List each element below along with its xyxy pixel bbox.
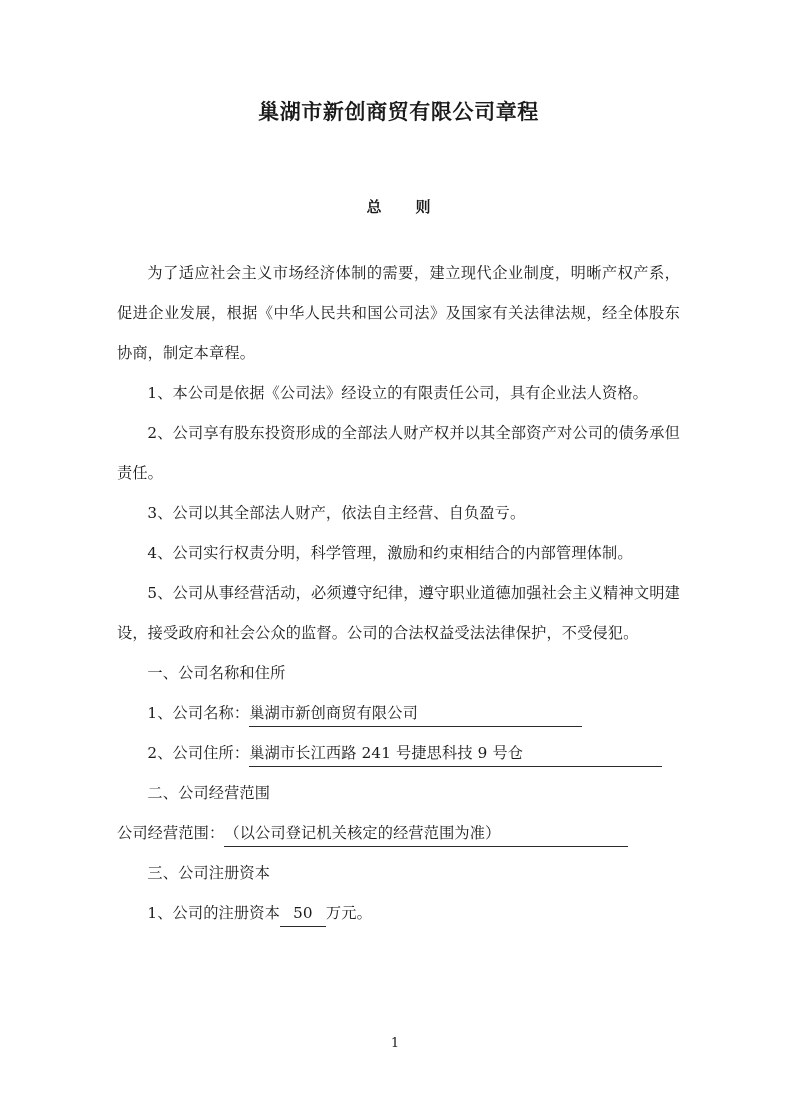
general-item-4: 4、公司实行权责分明，科学管理，激励和约束相结合的内部管理体制。	[147, 544, 633, 562]
section-heading-char-right: 则	[415, 198, 431, 216]
field-registered-capital-label-before: 1、公司的注册资本	[147, 904, 280, 922]
field-registered-capital	[117, 893, 680, 933]
document-content	[117, 0, 680, 933]
general-item-2: 2、公司享有股东投资形成的全部法人财产权并以其全部资产对公司的债务承但责任。	[117, 424, 680, 482]
field-registered-capital-label-after: 万元。	[325, 904, 372, 922]
general-item-1: 1、本公司是依据《公司法》经设立的有限责任公司，具有企业法人资格。	[147, 384, 649, 402]
field-company-address-label: 2、公司住所：	[147, 744, 250, 762]
field-registered-capital-value[interactable]: 50	[280, 900, 326, 927]
general-item-3: 3、公司以其全部法人财产，依法自主经营、自负盈亏。	[147, 504, 526, 522]
field-business-scope-value[interactable]: （以公司登记机关核定的经营范围为准）	[224, 820, 628, 847]
section-heading-company-name-address: 一、公司名称和住所	[147, 664, 286, 682]
field-company-name-label: 1、公司名称：	[147, 704, 250, 722]
field-company-name-value[interactable]: 巢湖市新创商贸有限公司	[249, 700, 582, 727]
page-number: 1	[390, 1036, 400, 1051]
field-company-address-value[interactable]: 巢湖市长江西路 241 号捷思科技 9 号仓	[249, 740, 662, 767]
section-heading-char-left: 总	[366, 198, 382, 216]
general-item-5: 5、公司从事经营活动，必须遵守纪律，遵守职业道德加强社会主义精神文明建设，接受政府和社会公众的监督。公司的合法权益受法法律保护，不受侵犯。	[117, 584, 680, 642]
preamble-paragraph: 为了适应社会主义市场经济体制的需要，建立现代企业制度，明晰产权产系，促进企业发展，根据《中华人民共和国公司法》及国家有关法律法规，经全体股东协商，制定本章程。	[117, 264, 680, 362]
section-heading-registered-capital: 三、公司注册资本	[147, 864, 271, 882]
body-block	[117, 219, 680, 933]
section-heading-general	[117, 127, 680, 219]
field-company-name	[117, 693, 680, 733]
section-heading-business-scope: 二、公司经营范围	[147, 784, 271, 802]
field-business-scope-label: 公司经营范围：	[117, 824, 225, 842]
field-company-address	[117, 733, 680, 773]
field-business-scope	[117, 813, 680, 853]
page-title: 巢湖市新创商贸有限公司章程	[258, 99, 539, 124]
